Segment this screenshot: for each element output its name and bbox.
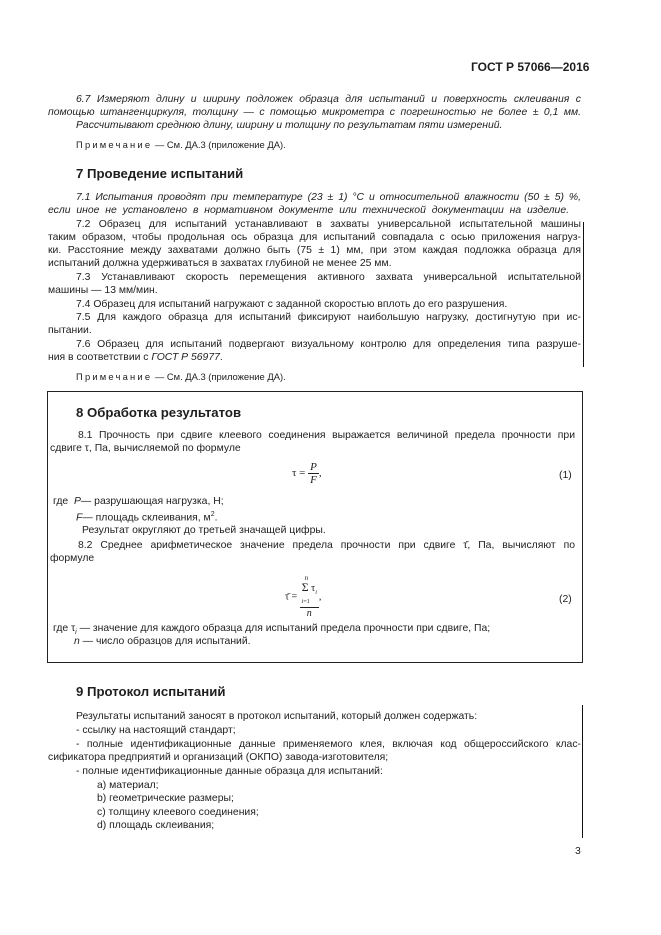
sum-lower: i=1 [301, 599, 310, 605]
symbol-n: n [74, 636, 80, 647]
section-9-title: 9 Протокол испытаний [76, 684, 226, 699]
sub-list-item: c) толщину клеевого соединения; [97, 807, 259, 818]
paragraph-8-2-line2: формуле [50, 553, 95, 564]
symbol-description: — площадь склеивания, м [82, 512, 211, 524]
paragraph-7-5-line2: пытании. [48, 325, 92, 336]
change-bar [583, 222, 584, 367]
where-p [53, 495, 224, 508]
where-prefix: где [53, 623, 69, 634]
denominator: F [310, 474, 317, 486]
paragraph-7-3-line1: 7.3 Устанавливают скорость перемещения активного захвата универсальной испытательной [76, 272, 581, 283]
section-9-intro: Результаты испытаний заносят в протокол испытаний, который должен содержать: [76, 711, 478, 722]
document-id: ГОСТ Р 57066—2016 [471, 60, 590, 74]
period: . [219, 352, 223, 363]
rounding-note: Результат округляют до третьей значащей цифры. [82, 525, 326, 536]
change-bar [582, 705, 583, 838]
paragraph-6-7-line1: 6.7 Измеряют длину и ширину подложек образца для испытаний и поверхность склеивания с [76, 94, 581, 105]
sub-list-item: b) геометрические размеры; [97, 793, 234, 804]
where-prefix: где [53, 496, 69, 507]
paragraph-7-2-line2: таким образом, чтобы продольная ось образца для испытаний совпадала с осью приложения нагруз- [48, 232, 581, 243]
formula-1-number: (1) [559, 470, 572, 481]
note-label: Примечание [76, 139, 153, 150]
sum-term: τ [311, 583, 316, 594]
paragraph-6-7-line2: помощью штангенциркуля, толщину — с помощью микрометра с погрешностью не более ± 0,1 мм. [48, 107, 581, 118]
section-8-title: 8 Обработка результатов [76, 405, 242, 420]
note-label: Примечание [76, 371, 153, 382]
symbol-tau: τ [71, 623, 76, 634]
section-7-title: 7 Проведение испытаний [76, 166, 244, 181]
symbol-description: — разрушающая нагрузка, Н; [80, 496, 224, 507]
denominator: n [306, 608, 312, 619]
list-item-continuation: сификатора предприятий и организаций (ОКПО) завода-изготовителя; [48, 752, 389, 763]
paragraph-6-7-line3: Рассчитывают среднюю длину, ширину и толщину по результатам пяти измерений. [76, 120, 503, 131]
reference-gost-56977: ГОСТ Р 56977 [151, 352, 220, 363]
numerator [300, 574, 319, 608]
formula-2 [285, 574, 321, 620]
symbol-f: F [76, 512, 83, 524]
list-item: - полные идентификационные данные образца для испытаний: [76, 766, 383, 777]
list-item: - полные идентификационные данные применяемого клея, включая код общероссийского клас- [76, 739, 581, 750]
formula-1 [292, 461, 322, 486]
note-text: — См. ДА.3 (приложение ДА). [154, 371, 286, 382]
formula-lhs: τ = [292, 467, 306, 480]
note-6 [76, 138, 286, 151]
paragraph-7-6-line2 [48, 351, 223, 364]
formula-tail: , [318, 467, 322, 480]
sum-sign: Σ [301, 580, 309, 594]
paragraph-7-6-text: ния в соответствии с [48, 352, 152, 363]
note-text: — См. ДА.3 (приложение ДА). [154, 139, 286, 150]
where-n [74, 635, 251, 648]
paragraph-7-3-line2: машины — 13 мм/мин. [48, 285, 158, 296]
paragraph-8-1-line2: сдвиге τ, Па, вычисляемой по формуле [50, 443, 241, 454]
formula-tail: , [318, 591, 322, 603]
paragraph-7-4: 7.4 Образец для испытаний нагружают с заданной скоростью вплоть до его разрушения. [76, 299, 508, 310]
superscript: 2 [210, 511, 215, 518]
paragraph-7-2-line1: 7.2 Образец для испытаний устанавливают в захваты универсальной испытательной машины [76, 219, 581, 230]
where-f [76, 508, 217, 524]
paragraph-7-6-line1: 7.6 Образец для испытаний подвергают визуальному контролю для определения типа разруше- [76, 339, 581, 350]
formula-2-number: (2) [559, 594, 572, 605]
symbol-description: — значение для каждого образца для испытаний предела прочности при сдвиге, Па; [79, 623, 491, 634]
subscript: i [75, 629, 77, 637]
symbol-description: — число образцов для испытаний. [82, 636, 251, 647]
sum-upper: n [304, 574, 309, 582]
fraction [300, 574, 319, 620]
symbol-p: P [73, 496, 81, 507]
subscript: i [315, 590, 317, 596]
list-item: - ссылку на настоящий стандарт; [76, 725, 236, 736]
period: . [214, 512, 218, 524]
paragraph-7-5-line1: 7.5 Для каждого образца для испытаний фиксируют наибольшую нагрузку, достигнутую при ис- [76, 312, 581, 323]
note-7 [76, 370, 286, 383]
fraction [308, 461, 319, 486]
paragraph-8-2-line1: 8.2 Среднее арифметическое значение предела прочности при сдвиге τ̄, Па, вычисляют по [78, 540, 575, 551]
paragraph-7-1-line1: 7.1 Испытания проводят при температуре (23 ± 1) °С и относительной влажности (50 ± 5) %, [76, 192, 581, 203]
formula-lhs: τ̄ = [285, 591, 298, 603]
page-number: 3 [575, 846, 581, 857]
sub-list-item: d) площадь склеивания; [97, 820, 215, 831]
paragraph-8-1-line1: 8.1 Прочность при сдвиге клеевого соединения выражается величиной предела прочности при [78, 430, 575, 441]
numerator: P [310, 461, 317, 473]
paragraph-7-1-line2: если иное не установлено в нормативном документе или технической документации на изделие. [48, 205, 569, 216]
sub-list-item: a) материал; [97, 780, 159, 791]
paragraph-7-2-line4: испытаний должна удерживаться в захватах глубиной не менее 25 мм. [48, 258, 392, 269]
paragraph-7-2-line3: ки. Расстояние между захватами должно быть (75 ± 1) мм, при этом каждая подложка образца для [48, 245, 581, 256]
